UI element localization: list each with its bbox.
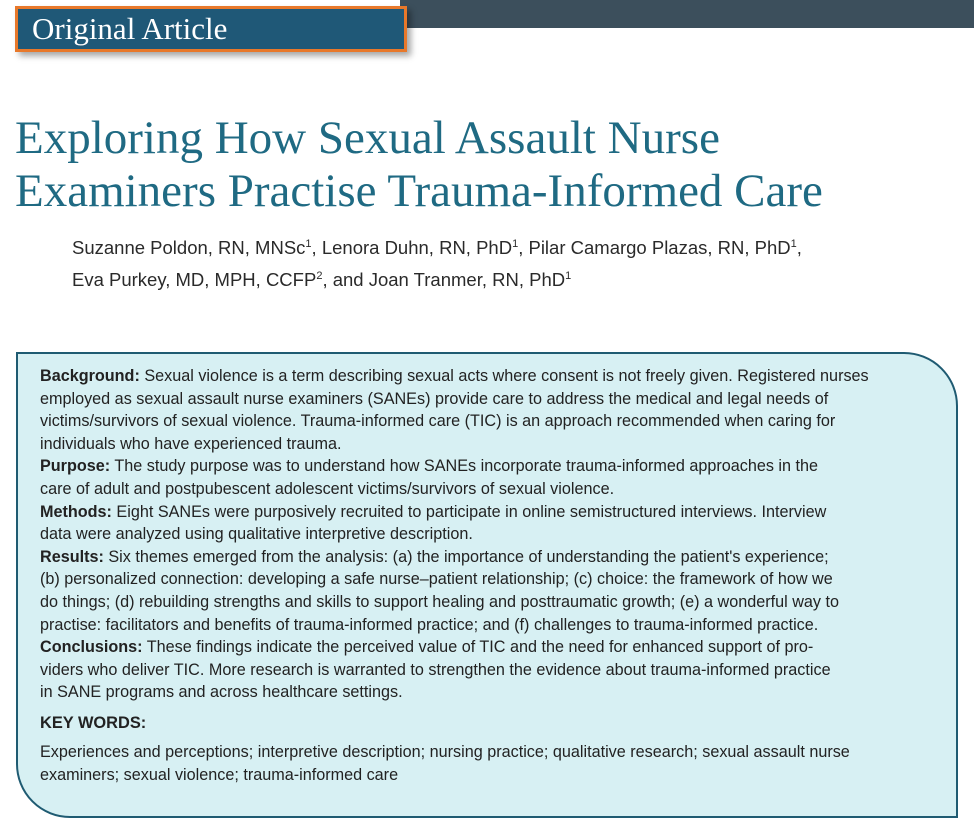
section-label: Purpose: bbox=[40, 457, 111, 476]
abstract-background bbox=[40, 365, 936, 455]
abstract-line: care of adult and postpubescent adolescent victims/survivors of sexual violence. bbox=[40, 479, 615, 498]
affiliation-marker: 1 bbox=[305, 238, 312, 250]
abstract-methods bbox=[40, 501, 936, 546]
affiliation-marker: 2 bbox=[316, 270, 323, 283]
abstract-line: in SANE programs and across healthcare settings. bbox=[40, 683, 403, 702]
abstract-line bbox=[40, 636, 936, 659]
header-rule bbox=[400, 0, 974, 28]
keywords-line: Experiences and perceptions; interpretive description; nursing practice; qualitative research; sexual assault nurse bbox=[40, 742, 850, 761]
abstract-results bbox=[40, 546, 936, 636]
affiliation-marker: 1 bbox=[565, 270, 572, 283]
author-line bbox=[72, 262, 962, 294]
author: , Pilar Camargo Plazas, RN, PhD bbox=[518, 237, 791, 259]
abstract-line bbox=[40, 365, 936, 388]
abstract-line bbox=[40, 455, 936, 478]
abstract-text: Sexual violence is a term describing sexual acts where consent is not freely given. Registered nurses bbox=[139, 367, 869, 385]
title-line: Exploring How Sexual Assault Nurse bbox=[15, 112, 720, 164]
article-title bbox=[15, 112, 965, 218]
abstract-text: Eight SANEs were purposively recruited to participate in online semistructured interviews. Interview bbox=[111, 502, 827, 521]
author: Suzanne Poldon, RN, MNSc bbox=[72, 237, 306, 259]
abstract-line: (b) personalized connection: developing a safe nurse–patient relationship; (c) choice: the framework of how we bbox=[40, 570, 833, 589]
affiliation-marker: 1 bbox=[512, 238, 519, 250]
affiliation-marker: 1 bbox=[790, 238, 797, 250]
title-line: Examiners Practise Trauma-Informed Care bbox=[15, 165, 823, 217]
abstract-text: These findings indicate the perceived value of TIC and the need for enhanced support of pro- bbox=[142, 638, 814, 657]
article-type-label: Original Article bbox=[15, 6, 407, 52]
abstract-line: data were analyzed using qualitative interpretive description. bbox=[40, 525, 473, 544]
author: , and Joan Tranmer, RN, PhD bbox=[322, 269, 566, 291]
abstract-box bbox=[16, 352, 958, 818]
abstract-line: practise: facilitators and benefits of trauma-informed practice; and (f) challenges to trauma-informed practice. bbox=[40, 615, 819, 634]
abstract-line bbox=[40, 546, 936, 569]
keywords-list bbox=[40, 741, 936, 786]
abstract-line: viders who deliver TIC. More research is warranted to strengthen the evidence about trauma-informed practice bbox=[40, 660, 831, 679]
abstract-text: The study purpose was to understand how SANEs incorporate trauma-informed approaches in the bbox=[110, 457, 819, 476]
author-list bbox=[72, 230, 962, 294]
abstract-line bbox=[40, 501, 936, 524]
author-separator: , bbox=[796, 237, 802, 259]
section-label: Background: bbox=[40, 367, 140, 385]
section-label: Methods: bbox=[40, 502, 112, 521]
abstract-line: victims/survivors of sexual violence. Trauma-informed care (TIC) is an approach recommended when caring for bbox=[40, 412, 836, 431]
abstract-line: do things; (d) rebuilding strengths and skills to support healing and posttraumatic growth; (e) a wonderful way to bbox=[40, 592, 840, 611]
author-line bbox=[72, 230, 962, 262]
abstract-conclusions bbox=[40, 636, 936, 704]
author: , Lenora Duhn, RN, PhD bbox=[311, 237, 513, 259]
section-label: Results: bbox=[40, 547, 104, 566]
keywords-heading: KEY WORDS: bbox=[40, 713, 147, 732]
abstract-line: individuals who have experienced trauma. bbox=[40, 434, 342, 453]
section-label: Conclusions: bbox=[40, 638, 143, 657]
abstract-text: Six themes emerged from the analysis: (a) the importance of understanding the patient's experience; bbox=[103, 547, 829, 566]
abstract-purpose bbox=[40, 455, 936, 500]
keywords-line: examiners; sexual violence; trauma-informed care bbox=[40, 765, 399, 784]
author: Eva Purkey, MD, MPH, CCFP bbox=[72, 269, 317, 291]
abstract-line: employed as sexual assault nurse examiners (SANEs) provide care to address the medical and legal needs of bbox=[40, 389, 829, 408]
